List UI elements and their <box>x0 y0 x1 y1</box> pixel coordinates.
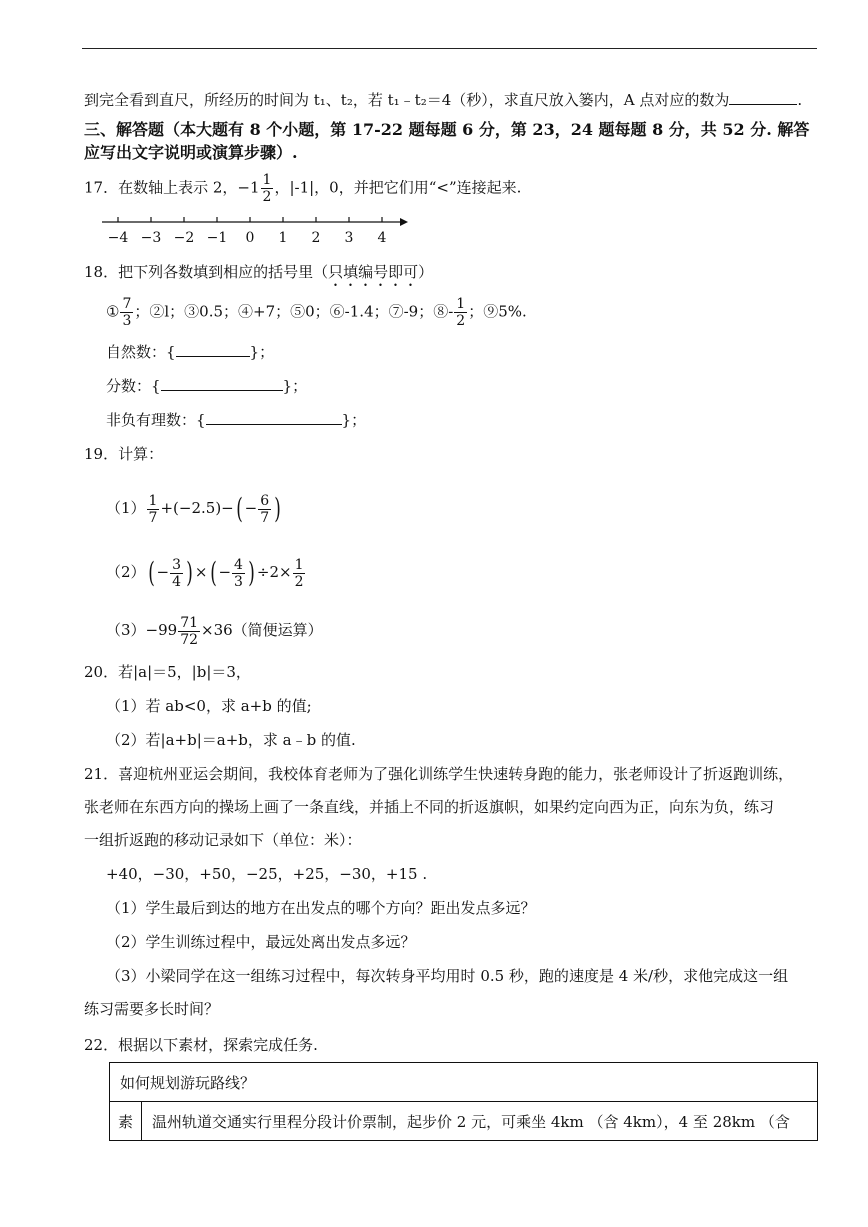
header-rule <box>82 48 817 49</box>
nonneg-blank[interactable] <box>206 410 342 425</box>
fraction-blank[interactable] <box>161 376 283 391</box>
right-paren: ) <box>186 556 193 589</box>
number-line-label: 1 <box>278 230 288 246</box>
table-row-label: 素 <box>110 1102 142 1141</box>
q18-items-end: ；⑨5%. <box>468 302 527 321</box>
frac-den: 2 <box>456 313 466 329</box>
q19-p2-times: × <box>194 563 208 581</box>
q19-part2: （2）( − $\frac{3}{4}$ ) ×( − $\frac{4}{3}$ ) ÷2× $\frac{1}{2}$ <box>106 556 304 590</box>
number-line <box>100 208 410 250</box>
frac-num: 71 <box>180 614 199 631</box>
q21-part3-line2: 练习需要多长时间？ <box>84 1000 220 1018</box>
right-paren: ) <box>248 556 255 589</box>
frac-num: 3 <box>172 556 181 573</box>
frac-den: 72 <box>180 631 199 648</box>
number-line-label: 4 <box>377 230 387 246</box>
q20-part2: （2）若|a+b|＝a+b，求 a﹣b 的值. <box>106 731 356 749</box>
right-paren: ) <box>274 492 281 525</box>
number-line-label: −3 <box>140 230 162 246</box>
q20-stem: 20．若|a|＝5，|b|＝3， <box>84 663 251 681</box>
q22-material-table <box>109 1062 818 1141</box>
frac-den: 3 <box>122 313 132 329</box>
number-line-label: 0 <box>245 230 255 246</box>
table-title-cell: 如何规划游玩路线？ <box>110 1063 818 1102</box>
number-line-label: −2 <box>173 230 195 246</box>
section3-heading-line2: 应写出文字说明或演算步骤）. <box>84 143 298 162</box>
fraction-close: }； <box>282 377 308 395</box>
q21-part1: （1）学生最后到达的地方在出发点的哪个方向？距出发点多远？ <box>106 899 536 917</box>
q17-stem <box>84 172 521 205</box>
q21-part3-line1: （3）小梁同学在这一组练习过程中，每次转身平均用时 0.5 秒，跑的速度是 4 米/秒，求他完成这一组 <box>106 967 789 985</box>
number-line-axis <box>100 208 410 232</box>
answer-blank[interactable] <box>729 90 797 105</box>
natural-label: 自然数：{ <box>106 343 176 361</box>
number-line-label: −4 <box>107 230 129 246</box>
q18-stem-emphasis: 只填编号即可 <box>328 263 419 281</box>
nonneg-close: }； <box>341 411 367 429</box>
left-paren: ( <box>235 492 243 525</box>
q19-part3 <box>106 612 323 648</box>
frac-num: 1 <box>456 296 466 312</box>
q18-nonneg-row <box>106 410 366 430</box>
q16-tail-end: . <box>797 91 803 109</box>
q20-part1: （1）若 ab<0，求 a+b 的值; <box>106 697 312 715</box>
nonneg-label: 非负有理数：{ <box>106 411 206 429</box>
fraction-label: 分数：{ <box>106 377 161 395</box>
frac-num: 1 <box>148 492 158 509</box>
q18-item1-prefix: ① <box>106 302 120 321</box>
q19-p3-tail: ×36（简便运算） <box>201 621 323 639</box>
section3-heading-line1: 三、解答题（本大题有 8 个小题，第 17-22 题每题 6 分，第 23，24 题每题 8 分，共 52 分. 解答 <box>84 120 810 139</box>
q18-items <box>106 296 527 329</box>
q19-p1-frac2 <box>258 493 271 526</box>
frac-den: 2 <box>294 573 304 590</box>
q17-suffix: ，|-1|，0，并把它们用“<”连接起来. <box>274 178 522 197</box>
frac-den: 2 <box>262 189 272 205</box>
number-line-label: 3 <box>344 230 354 246</box>
q18-fraction-row <box>106 376 307 396</box>
q21-part2: （2）学生训练过程中，最远处离出发点多远？ <box>106 933 416 951</box>
q19-p1-frac1 <box>147 493 160 526</box>
q19-p2-frac3 <box>293 557 306 590</box>
q21-line2: 张老师在东西方向的操场上画了一条直线，并插上不同的折返旗帜，如果约定向西为正，向东为负，练习 <box>84 798 775 816</box>
frac-den: 4 <box>172 573 181 590</box>
q19-p1-label: （1） <box>106 499 146 517</box>
q16-tail-line <box>84 90 802 110</box>
table-row <box>110 1063 818 1102</box>
frac-den: 3 <box>234 573 243 590</box>
frac-num: 1 <box>262 172 272 188</box>
left-paren: ( <box>209 556 217 589</box>
table-row <box>110 1102 818 1141</box>
q18-stem-b: ） <box>418 263 434 281</box>
frac-num: 4 <box>234 556 243 573</box>
q19-part1: （1） $\frac{1}{7}$ +(−2.5)−( − $\frac{6}{7}$ ) <box>106 492 281 526</box>
q19-p3-whole: −99 <box>145 621 178 639</box>
table-row-text: 温州轨道交通实行里程分段计价票制，起步价 2 元，可乘坐 4km （含 4km），4 至 28km （含 <box>142 1102 818 1141</box>
left-paren: ( <box>147 556 155 589</box>
q19-p2-tail: ÷2× <box>256 563 292 581</box>
q19-p3-label: （3） <box>106 621 146 639</box>
q21-line1: 21．喜迎杭州亚运会期间，我校体育老师为了强化训练学生快速转身跑的能力，张老师设计了折返跑训练， <box>84 765 794 783</box>
frac-num: 1 <box>294 556 304 573</box>
q17-fraction <box>261 172 274 205</box>
q18-item1-fraction <box>120 296 133 329</box>
q19-p1-mid: +(−2.5)− <box>160 499 234 517</box>
natural-blank[interactable] <box>176 342 250 357</box>
q19-p2-label: （2） <box>106 563 146 581</box>
q22-stem: 22．根据以下素材，探索完成任务. <box>84 1036 318 1054</box>
q18-item8-fraction <box>454 296 467 329</box>
q19-p2-frac1 <box>170 557 183 590</box>
frac-num: 6 <box>260 492 270 509</box>
q18-natural-row <box>106 342 274 362</box>
q21-line3: 一组折返跑的移动记录如下（单位：米）： <box>84 831 362 849</box>
q17-neg-sign: −1 <box>237 178 260 197</box>
number-line-label: 2 <box>311 230 321 246</box>
frac-den: 7 <box>260 509 270 526</box>
q19-stem: 19．计算： <box>84 445 164 463</box>
q17-prefix: 17．在数轴上表示 2， <box>84 178 238 197</box>
frac-den: 7 <box>148 509 158 526</box>
q19-p2-frac2 <box>232 557 245 590</box>
q18-items-mid: ；②l；③0.5；④+7；⑤0；⑥-1.4；⑦-9；⑧- <box>134 302 454 321</box>
q18-stem <box>84 262 433 290</box>
q21-records: +40，−30，+50，−25，+25，−30，+15 . <box>106 865 428 883</box>
frac-num: 7 <box>122 296 132 312</box>
q16-tail-text: 到完全看到直尺，所经历的时间为 t₁、t₂，若 t₁﹣t₂＝4（秒），求直尺放入篓内，A 点对应的数为 <box>84 91 730 109</box>
q18-stem-a: 18．把下列各数填到相应的括号里（ <box>84 263 329 281</box>
number-line-label: −1 <box>206 230 228 246</box>
q19-p3-frac <box>178 615 200 648</box>
natural-close: }； <box>249 343 275 361</box>
